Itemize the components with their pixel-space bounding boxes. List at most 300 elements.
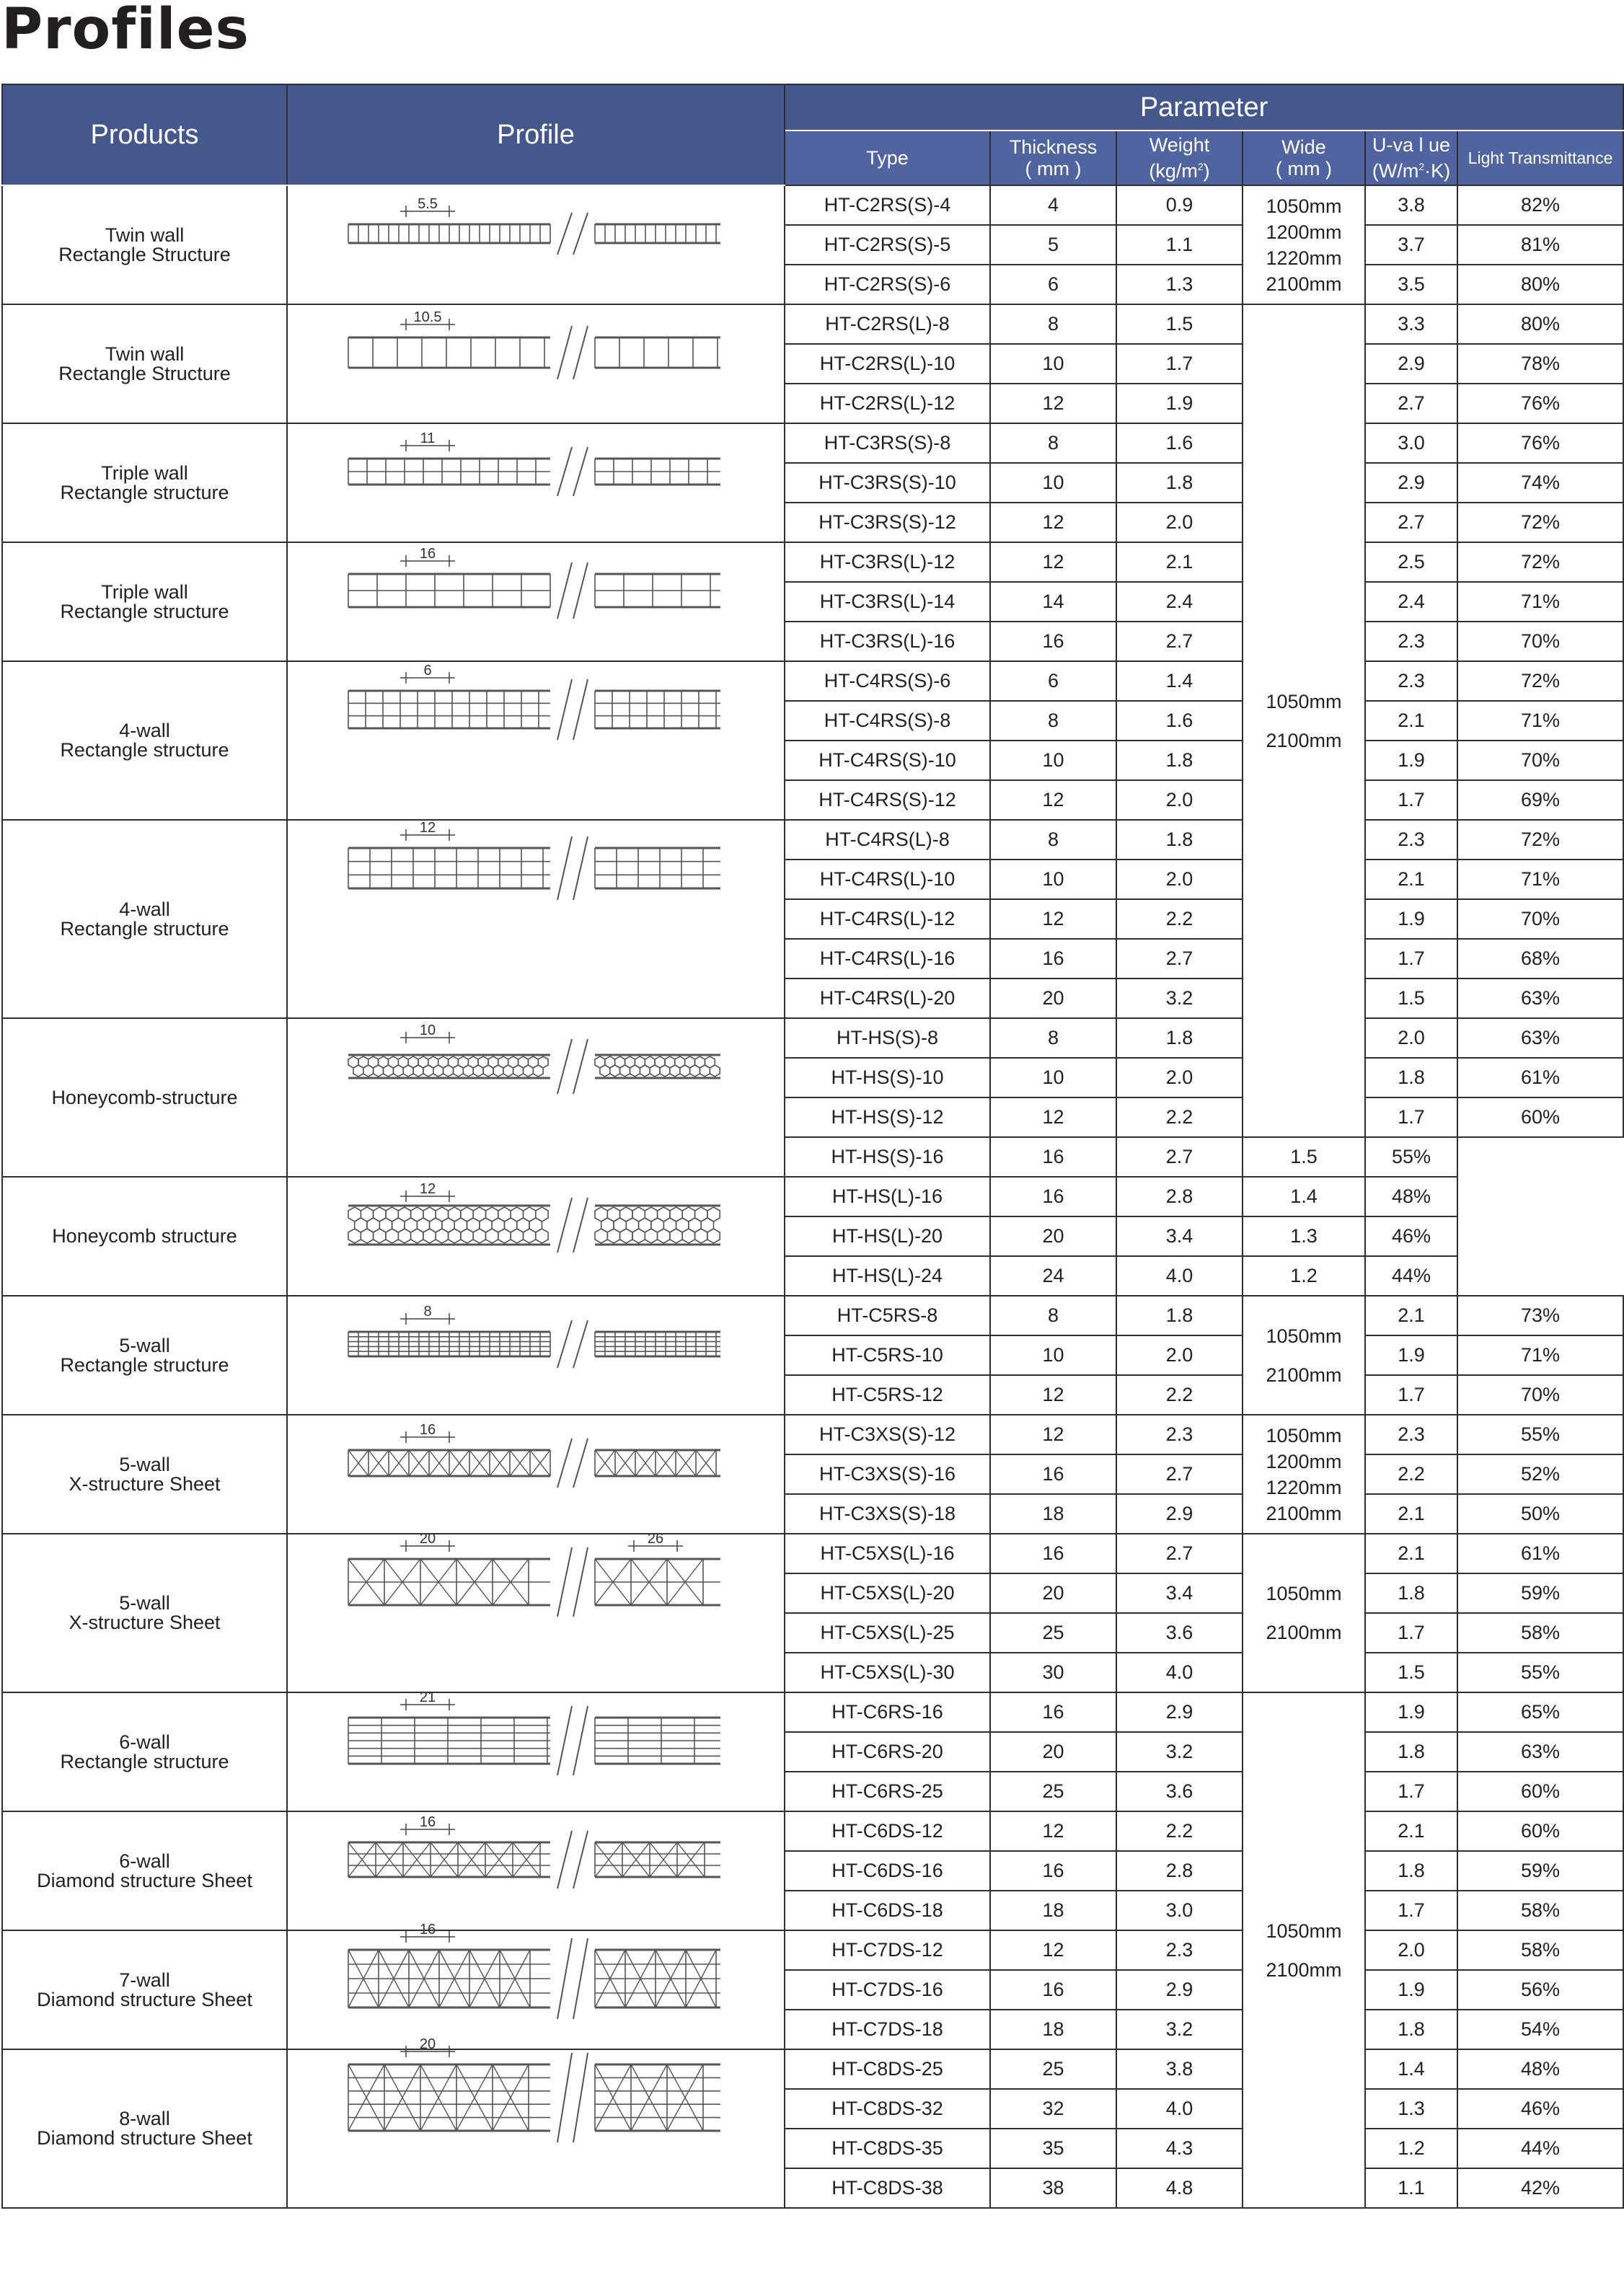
wide-cell bbox=[1243, 1692, 1365, 2208]
light-transmittance-cell: 65% bbox=[1457, 1692, 1623, 1732]
profile-drawing-cell bbox=[287, 1296, 785, 1415]
thickness-cell: 16 bbox=[990, 1692, 1116, 1732]
thickness-cell: 8 bbox=[990, 423, 1116, 463]
type-cell: HT-C6DS-16 bbox=[785, 1851, 990, 1891]
light-transmittance-cell: 80% bbox=[1457, 304, 1623, 344]
light-transmittance-cell: 71% bbox=[1457, 860, 1623, 899]
product-name-line: 8-wall bbox=[119, 2108, 170, 2129]
wide-value: 1050mm bbox=[1266, 1424, 1342, 1446]
u-value-cell: 2.0 bbox=[1365, 1930, 1457, 1970]
table-row bbox=[2, 423, 1623, 463]
u-value-cell: 2.3 bbox=[1365, 661, 1457, 701]
profile-dimension-label: 16 bbox=[419, 1922, 436, 1938]
wide-value: 1050mm bbox=[1266, 690, 1342, 712]
light-transmittance-cell: 55% bbox=[1457, 1653, 1623, 1692]
thickness-cell: 12 bbox=[990, 1097, 1116, 1137]
type-cell: HT-C4RS(L)-16 bbox=[785, 939, 990, 979]
u-value-cell: 2.3 bbox=[1365, 622, 1457, 661]
light-transmittance-cell: 55% bbox=[1365, 1137, 1457, 1177]
weight-cell: 1.1 bbox=[1116, 225, 1243, 265]
profile-dimension-label: 20 bbox=[419, 2036, 436, 2052]
header-light-transmittance: Light Transmittance bbox=[1457, 131, 1623, 185]
u-value-cell: 1.8 bbox=[1365, 1573, 1457, 1613]
u-value-cell: 2.1 bbox=[1365, 1534, 1457, 1573]
thickness-cell: 16 bbox=[990, 1177, 1116, 1216]
weight-cell: 4.8 bbox=[1116, 2168, 1243, 2208]
table-row bbox=[2, 1534, 1623, 1573]
weight-cell: 2.7 bbox=[1116, 1454, 1243, 1494]
header-weight-close: ) bbox=[1203, 160, 1210, 182]
weight-cell: 3.0 bbox=[1116, 1891, 1243, 1930]
thickness-cell: 38 bbox=[990, 2168, 1116, 2208]
table-row bbox=[2, 304, 1623, 344]
table-row bbox=[2, 185, 1623, 225]
weight-cell: 2.1 bbox=[1116, 542, 1243, 582]
thickness-cell: 16 bbox=[990, 622, 1116, 661]
type-cell: HT-C2RS(L)-8 bbox=[785, 304, 990, 344]
product-name-line: Rectangle Structure bbox=[58, 243, 231, 265]
profile-dimension-label: 16 bbox=[419, 546, 436, 562]
u-value-cell: 2.1 bbox=[1365, 1811, 1457, 1851]
profile-dimension-label: 16 bbox=[419, 1814, 436, 1830]
profile-drawing-cell bbox=[287, 423, 785, 542]
table-row bbox=[2, 1692, 1623, 1732]
product-name-line: 6-wall bbox=[119, 1731, 170, 1753]
type-cell: HT-C4RS(L)-10 bbox=[785, 860, 990, 899]
u-value-cell: 1.8 bbox=[1365, 2010, 1457, 2049]
profile-drawing-cell bbox=[287, 185, 785, 304]
light-transmittance-cell: 60% bbox=[1457, 1811, 1623, 1851]
profile-dimension-label: 12 bbox=[419, 1181, 436, 1197]
u-value-cell: 1.5 bbox=[1243, 1137, 1365, 1177]
thickness-cell: 14 bbox=[990, 582, 1116, 622]
product-name-cell bbox=[2, 1018, 287, 1177]
u-value-cell: 1.3 bbox=[1243, 1216, 1365, 1256]
weight-cell: 3.4 bbox=[1116, 1216, 1243, 1256]
u-value-cell: 2.1 bbox=[1365, 1296, 1457, 1335]
light-transmittance-cell: 50% bbox=[1457, 1494, 1623, 1534]
profile-cross-section-drawing bbox=[288, 663, 785, 815]
wide-value: 1200mm bbox=[1266, 1450, 1342, 1472]
profile-dimension-label: 10 bbox=[419, 1022, 436, 1038]
product-name-line: Twin wall bbox=[105, 343, 185, 365]
type-cell: HT-C2RS(L)-12 bbox=[785, 384, 990, 423]
profile-dimension-label-2: 26 bbox=[647, 1531, 664, 1547]
table-row bbox=[2, 1177, 1623, 1216]
thickness-cell: 8 bbox=[990, 1018, 1116, 1058]
profile-dimension-label: 5.5 bbox=[418, 196, 438, 212]
product-name-line: 4-wall bbox=[119, 898, 170, 920]
product-name-cell bbox=[2, 304, 287, 423]
weight-cell: 3.2 bbox=[1116, 1732, 1243, 1772]
thickness-cell: 10 bbox=[990, 463, 1116, 503]
u-value-cell: 1.8 bbox=[1365, 1732, 1457, 1772]
product-name-line: Rectangle Structure bbox=[58, 362, 231, 384]
u-value-cell: 1.1 bbox=[1365, 2168, 1457, 2208]
wide-cell bbox=[1243, 1296, 1365, 1415]
u-value-cell: 1.4 bbox=[1243, 1177, 1365, 1216]
weight-cell: 2.2 bbox=[1116, 1811, 1243, 1851]
light-transmittance-cell: 59% bbox=[1457, 1851, 1623, 1891]
profile-dimension-label: 11 bbox=[420, 430, 436, 446]
thickness-cell: 12 bbox=[990, 503, 1116, 542]
u-value-cell: 3.3 bbox=[1365, 304, 1457, 344]
product-name-cell bbox=[2, 2049, 287, 2208]
table-row bbox=[2, 661, 1623, 701]
wide-value: 2100mm bbox=[1266, 1622, 1342, 1643]
weight-cell: 2.9 bbox=[1116, 1970, 1243, 2010]
light-transmittance-cell: 72% bbox=[1457, 503, 1623, 542]
thickness-cell: 12 bbox=[990, 1930, 1116, 1970]
profile-dimension-label: 12 bbox=[419, 820, 436, 836]
wide-cell bbox=[1243, 1534, 1365, 1692]
weight-cell: 4.0 bbox=[1116, 1256, 1243, 1296]
product-name-cell bbox=[2, 1930, 287, 2049]
profile-dimension-label: 20 bbox=[419, 1531, 436, 1547]
u-value-cell: 1.8 bbox=[1365, 1058, 1457, 1097]
type-cell: HT-C6RS-16 bbox=[785, 1692, 990, 1732]
header-u-value-close: ·K) bbox=[1424, 160, 1451, 182]
profile-drawing-cell bbox=[287, 661, 785, 820]
profile-cross-section-drawing bbox=[288, 1689, 785, 1806]
thickness-cell: 25 bbox=[990, 1613, 1116, 1653]
type-cell: HT-C8DS-38 bbox=[785, 2168, 990, 2208]
wide-cell bbox=[1243, 185, 1365, 304]
thickness-cell: 12 bbox=[990, 542, 1116, 582]
header-weight-sup: 2 bbox=[1197, 161, 1204, 172]
profile-drawing-cell bbox=[287, 1689, 785, 1811]
thickness-cell: 12 bbox=[990, 780, 1116, 820]
profile-cross-section-drawing bbox=[288, 1922, 785, 2044]
u-value-cell: 1.7 bbox=[1365, 1891, 1457, 1930]
u-value-cell: 2.0 bbox=[1365, 1018, 1457, 1058]
header-parameter: Parameter bbox=[785, 84, 1623, 131]
product-name-cell bbox=[2, 1811, 287, 1930]
light-transmittance-cell: 56% bbox=[1457, 1970, 1623, 2010]
weight-cell: 4.0 bbox=[1116, 2089, 1243, 2129]
product-name-line: Rectangle structure bbox=[60, 600, 229, 622]
u-value-cell: 2.4 bbox=[1365, 582, 1457, 622]
light-transmittance-cell: 46% bbox=[1365, 1216, 1457, 1256]
thickness-cell: 16 bbox=[990, 939, 1116, 979]
header-thickness-label: Thickness bbox=[1009, 136, 1098, 158]
profile-drawing-cell bbox=[287, 1177, 785, 1296]
u-value-cell: 2.9 bbox=[1365, 344, 1457, 384]
profile-cross-section-drawing bbox=[288, 428, 785, 537]
light-transmittance-cell: 71% bbox=[1457, 701, 1623, 741]
profile-cross-section-drawing bbox=[288, 1301, 785, 1410]
type-cell: HT-C5XS(L)-25 bbox=[785, 1613, 990, 1653]
thickness-cell: 12 bbox=[990, 899, 1116, 939]
table-row bbox=[2, 1811, 1623, 1851]
light-transmittance-cell: 48% bbox=[1457, 2049, 1623, 2089]
type-cell: HT-C6RS-20 bbox=[785, 1732, 990, 1772]
profile-drawing-cell bbox=[287, 1415, 785, 1534]
light-transmittance-cell: 63% bbox=[1457, 979, 1623, 1018]
type-cell: HT-C2RS(S)-4 bbox=[785, 185, 990, 225]
product-name-cell bbox=[2, 423, 287, 542]
u-value-cell: 1.7 bbox=[1365, 1097, 1457, 1137]
profile-cross-section-drawing bbox=[288, 309, 785, 418]
type-cell: HT-C7DS-18 bbox=[785, 2010, 990, 2049]
thickness-cell: 24 bbox=[990, 1256, 1116, 1296]
type-cell: HT-C6DS-18 bbox=[785, 1891, 990, 1930]
u-value-cell: 2.2 bbox=[1365, 1454, 1457, 1494]
profile-drawing-cell bbox=[287, 2036, 785, 2208]
weight-cell: 2.2 bbox=[1116, 1375, 1243, 1415]
light-transmittance-cell: 78% bbox=[1457, 344, 1623, 384]
weight-cell: 2.9 bbox=[1116, 1692, 1243, 1732]
header-type: Type bbox=[785, 131, 990, 185]
product-name-line: Rectangle structure bbox=[60, 1353, 229, 1376]
u-value-cell: 1.7 bbox=[1365, 1772, 1457, 1811]
type-cell: HT-C4RS(S)-8 bbox=[785, 701, 990, 741]
weight-cell: 0.9 bbox=[1116, 185, 1243, 225]
thickness-cell: 5 bbox=[990, 225, 1116, 265]
weight-cell: 1.8 bbox=[1116, 820, 1243, 860]
type-cell: HT-C8DS-25 bbox=[785, 2049, 990, 2089]
profile-dimension-label: 6 bbox=[423, 663, 432, 679]
u-value-cell: 1.2 bbox=[1243, 1256, 1365, 1296]
weight-cell: 1.8 bbox=[1116, 1296, 1243, 1335]
weight-cell: 1.6 bbox=[1116, 701, 1243, 741]
thickness-cell: 8 bbox=[990, 701, 1116, 741]
u-value-cell: 1.3 bbox=[1365, 2089, 1457, 2129]
type-cell: HT-C8DS-35 bbox=[785, 2129, 990, 2168]
weight-cell: 2.2 bbox=[1116, 1097, 1243, 1137]
profile-cross-section-drawing bbox=[288, 1531, 785, 1687]
product-name-line: Rectangle structure bbox=[60, 739, 229, 761]
light-transmittance-cell: 42% bbox=[1457, 2168, 1623, 2208]
product-name-line: X-structure Sheet bbox=[69, 1472, 221, 1495]
type-cell: HT-C3RS(S)-8 bbox=[785, 423, 990, 463]
light-transmittance-cell: 63% bbox=[1457, 1732, 1623, 1772]
thickness-cell: 6 bbox=[990, 661, 1116, 701]
profile-dimension-label: 10.5 bbox=[413, 309, 442, 325]
thickness-cell: 8 bbox=[990, 1296, 1116, 1335]
thickness-cell: 18 bbox=[990, 2010, 1116, 2049]
wide-value: 1200mm bbox=[1266, 221, 1342, 243]
header-u-value bbox=[1365, 131, 1457, 185]
weight-cell: 1.4 bbox=[1116, 661, 1243, 701]
u-value-cell: 1.9 bbox=[1365, 1335, 1457, 1375]
light-transmittance-cell: 80% bbox=[1457, 265, 1623, 304]
header-wide-unit: ( mm ) bbox=[1276, 158, 1332, 180]
thickness-cell: 10 bbox=[990, 1335, 1116, 1375]
page-title: Profiles bbox=[1, 0, 250, 62]
light-transmittance-cell: 73% bbox=[1457, 1296, 1623, 1335]
weight-cell: 1.8 bbox=[1116, 741, 1243, 780]
weight-cell: 1.7 bbox=[1116, 344, 1243, 384]
light-transmittance-cell: 76% bbox=[1457, 423, 1623, 463]
light-transmittance-cell: 70% bbox=[1457, 622, 1623, 661]
light-transmittance-cell: 69% bbox=[1457, 780, 1623, 820]
u-value-cell: 1.7 bbox=[1365, 780, 1457, 820]
light-transmittance-cell: 61% bbox=[1457, 1534, 1623, 1573]
profile-cross-section-drawing bbox=[288, 1023, 785, 1172]
weight-cell: 2.0 bbox=[1116, 780, 1243, 820]
thickness-cell: 12 bbox=[990, 384, 1116, 423]
thickness-cell: 18 bbox=[990, 1891, 1116, 1930]
product-name-line: Diamond structure Sheet bbox=[37, 2127, 252, 2149]
weight-cell: 4.3 bbox=[1116, 2129, 1243, 2168]
product-name-line: Rectangle structure bbox=[60, 917, 229, 940]
header-wide-label: Wide bbox=[1281, 136, 1326, 158]
type-cell: HT-C5XS(L)-30 bbox=[785, 1653, 990, 1692]
light-transmittance-cell: 48% bbox=[1365, 1177, 1457, 1216]
weight-cell: 2.3 bbox=[1116, 1930, 1243, 1970]
weight-cell: 3.2 bbox=[1116, 2010, 1243, 2049]
light-transmittance-cell: 46% bbox=[1457, 2089, 1623, 2129]
product-name-line: Honeycomb structure bbox=[52, 1225, 237, 1247]
profile-cross-section-drawing bbox=[288, 1816, 785, 1925]
product-name-cell bbox=[2, 1177, 287, 1296]
wide-value: 1220mm bbox=[1266, 1476, 1342, 1498]
thickness-cell: 12 bbox=[990, 1415, 1116, 1454]
product-name-line: 5-wall bbox=[119, 1453, 170, 1475]
product-name-cell bbox=[2, 542, 287, 661]
type-cell: HT-C7DS-16 bbox=[785, 1970, 990, 2010]
light-transmittance-cell: 74% bbox=[1457, 463, 1623, 503]
type-cell: HT-C4RS(L)-12 bbox=[785, 899, 990, 939]
type-cell: HT-C4RS(S)-6 bbox=[785, 661, 990, 701]
thickness-cell: 8 bbox=[990, 304, 1116, 344]
type-cell: HT-C5RS-8 bbox=[785, 1296, 990, 1335]
header-products: Products bbox=[2, 84, 287, 185]
header-thickness bbox=[990, 131, 1116, 185]
profile-dimension-label: 8 bbox=[423, 1304, 432, 1320]
light-transmittance-cell: 58% bbox=[1457, 1891, 1623, 1930]
profile-dimension-label: 16 bbox=[419, 1422, 436, 1438]
u-value-cell: 2.9 bbox=[1365, 463, 1457, 503]
header-weight bbox=[1116, 131, 1243, 185]
profile-cross-section-drawing bbox=[288, 2036, 785, 2203]
light-transmittance-cell: 44% bbox=[1365, 1256, 1457, 1296]
light-transmittance-cell: 55% bbox=[1457, 1415, 1623, 1454]
type-cell: HT-C2RS(S)-5 bbox=[785, 225, 990, 265]
product-name-line: Diamond structure Sheet bbox=[37, 1869, 252, 1891]
type-cell: HT-C4RS(S)-10 bbox=[785, 741, 990, 780]
type-cell: HT-C6RS-25 bbox=[785, 1772, 990, 1811]
weight-cell: 2.8 bbox=[1116, 1851, 1243, 1891]
product-name-line: Triple wall bbox=[101, 461, 188, 484]
type-cell: HT-C3XS(S)-18 bbox=[785, 1494, 990, 1534]
thickness-cell: 6 bbox=[990, 265, 1116, 304]
table-row bbox=[2, 1296, 1623, 1335]
u-value-cell: 1.7 bbox=[1365, 1613, 1457, 1653]
thickness-cell: 20 bbox=[990, 1216, 1116, 1256]
weight-cell: 2.7 bbox=[1116, 1534, 1243, 1573]
type-cell: HT-C3XS(S)-16 bbox=[785, 1454, 990, 1494]
profile-cross-section-drawing bbox=[288, 547, 785, 656]
u-value-cell: 2.1 bbox=[1365, 1494, 1457, 1534]
header-profile: Profile bbox=[287, 84, 785, 185]
weight-cell: 1.5 bbox=[1116, 304, 1243, 344]
type-cell: HT-HS(L)-24 bbox=[785, 1256, 990, 1296]
header-wide bbox=[1243, 131, 1365, 185]
product-name-cell bbox=[2, 1415, 287, 1534]
type-cell: HT-C8DS-32 bbox=[785, 2089, 990, 2129]
type-cell: HT-HS(S)-12 bbox=[785, 1097, 990, 1137]
weight-cell: 2.3 bbox=[1116, 1415, 1243, 1454]
weight-cell: 1.3 bbox=[1116, 265, 1243, 304]
weight-cell: 3.2 bbox=[1116, 979, 1243, 1018]
type-cell: HT-C3RS(L)-16 bbox=[785, 622, 990, 661]
product-name-cell bbox=[2, 1692, 287, 1811]
light-transmittance-cell: 72% bbox=[1457, 542, 1623, 582]
light-transmittance-cell: 81% bbox=[1457, 225, 1623, 265]
weight-cell: 3.6 bbox=[1116, 1613, 1243, 1653]
type-cell: HT-HS(L)-20 bbox=[785, 1216, 990, 1256]
table-row bbox=[2, 1018, 1623, 1058]
type-cell: HT-HS(S)-8 bbox=[785, 1018, 990, 1058]
weight-cell: 1.6 bbox=[1116, 423, 1243, 463]
light-transmittance-cell: 70% bbox=[1457, 741, 1623, 780]
u-value-cell: 2.5 bbox=[1365, 542, 1457, 582]
table-row bbox=[2, 1930, 1623, 1970]
thickness-cell: 32 bbox=[990, 2089, 1116, 2129]
thickness-cell: 10 bbox=[990, 860, 1116, 899]
type-cell: HT-C4RS(L)-20 bbox=[785, 979, 990, 1018]
weight-cell: 2.7 bbox=[1116, 939, 1243, 979]
type-cell: HT-HS(S)-10 bbox=[785, 1058, 990, 1097]
profile-drawing-cell bbox=[287, 304, 785, 423]
thickness-cell: 12 bbox=[990, 1375, 1116, 1415]
light-transmittance-cell: 68% bbox=[1457, 939, 1623, 979]
wide-value: 2100mm bbox=[1266, 729, 1342, 751]
type-cell: HT-C5RS-10 bbox=[785, 1335, 990, 1375]
profile-cross-section-drawing bbox=[288, 1420, 785, 1529]
type-cell: HT-C5XS(L)-16 bbox=[785, 1534, 990, 1573]
wide-value: 1050mm bbox=[1266, 1583, 1342, 1604]
thickness-cell: 30 bbox=[990, 1653, 1116, 1692]
profile-drawing-cell bbox=[287, 820, 785, 1018]
u-value-cell: 2.3 bbox=[1365, 1415, 1457, 1454]
product-name-line: 7-wall bbox=[119, 1969, 170, 1991]
header-u-value-sup: 2 bbox=[1418, 161, 1425, 172]
weight-cell: 2.8 bbox=[1116, 1177, 1243, 1216]
type-cell: HT-C3RS(L)-14 bbox=[785, 582, 990, 622]
wide-value: 2100mm bbox=[1266, 273, 1342, 295]
wide-value: 1050mm bbox=[1266, 195, 1342, 217]
product-name-line: Honeycomb-structure bbox=[51, 1086, 238, 1108]
profile-drawing-cell bbox=[287, 542, 785, 661]
weight-cell: 3.6 bbox=[1116, 1772, 1243, 1811]
profile-drawing-cell bbox=[287, 1531, 785, 1692]
u-value-cell: 2.1 bbox=[1365, 701, 1457, 741]
type-cell: HT-C7DS-12 bbox=[785, 1930, 990, 1970]
header-weight-label: Weight bbox=[1149, 134, 1210, 156]
light-transmittance-cell: 72% bbox=[1457, 661, 1623, 701]
wide-value: 1220mm bbox=[1266, 247, 1342, 269]
product-name-line: Diamond structure Sheet bbox=[37, 1988, 252, 2010]
profile-drawing-cell bbox=[287, 1922, 785, 2049]
thickness-cell: 16 bbox=[990, 1851, 1116, 1891]
specifications-table bbox=[1, 84, 1624, 2209]
u-value-cell: 1.8 bbox=[1365, 1851, 1457, 1891]
thickness-cell: 25 bbox=[990, 1772, 1116, 1811]
thickness-cell: 16 bbox=[990, 1534, 1116, 1573]
type-cell: HT-C2RS(S)-6 bbox=[785, 265, 990, 304]
weight-cell: 2.0 bbox=[1116, 1058, 1243, 1097]
light-transmittance-cell: 60% bbox=[1457, 1097, 1623, 1137]
product-name-line: Twin wall bbox=[105, 224, 185, 246]
profile-cross-section-drawing bbox=[288, 820, 785, 1013]
thickness-cell: 8 bbox=[990, 820, 1116, 860]
weight-cell: 4.0 bbox=[1116, 1653, 1243, 1692]
light-transmittance-cell: 76% bbox=[1457, 384, 1623, 423]
u-value-cell: 2.3 bbox=[1365, 820, 1457, 860]
